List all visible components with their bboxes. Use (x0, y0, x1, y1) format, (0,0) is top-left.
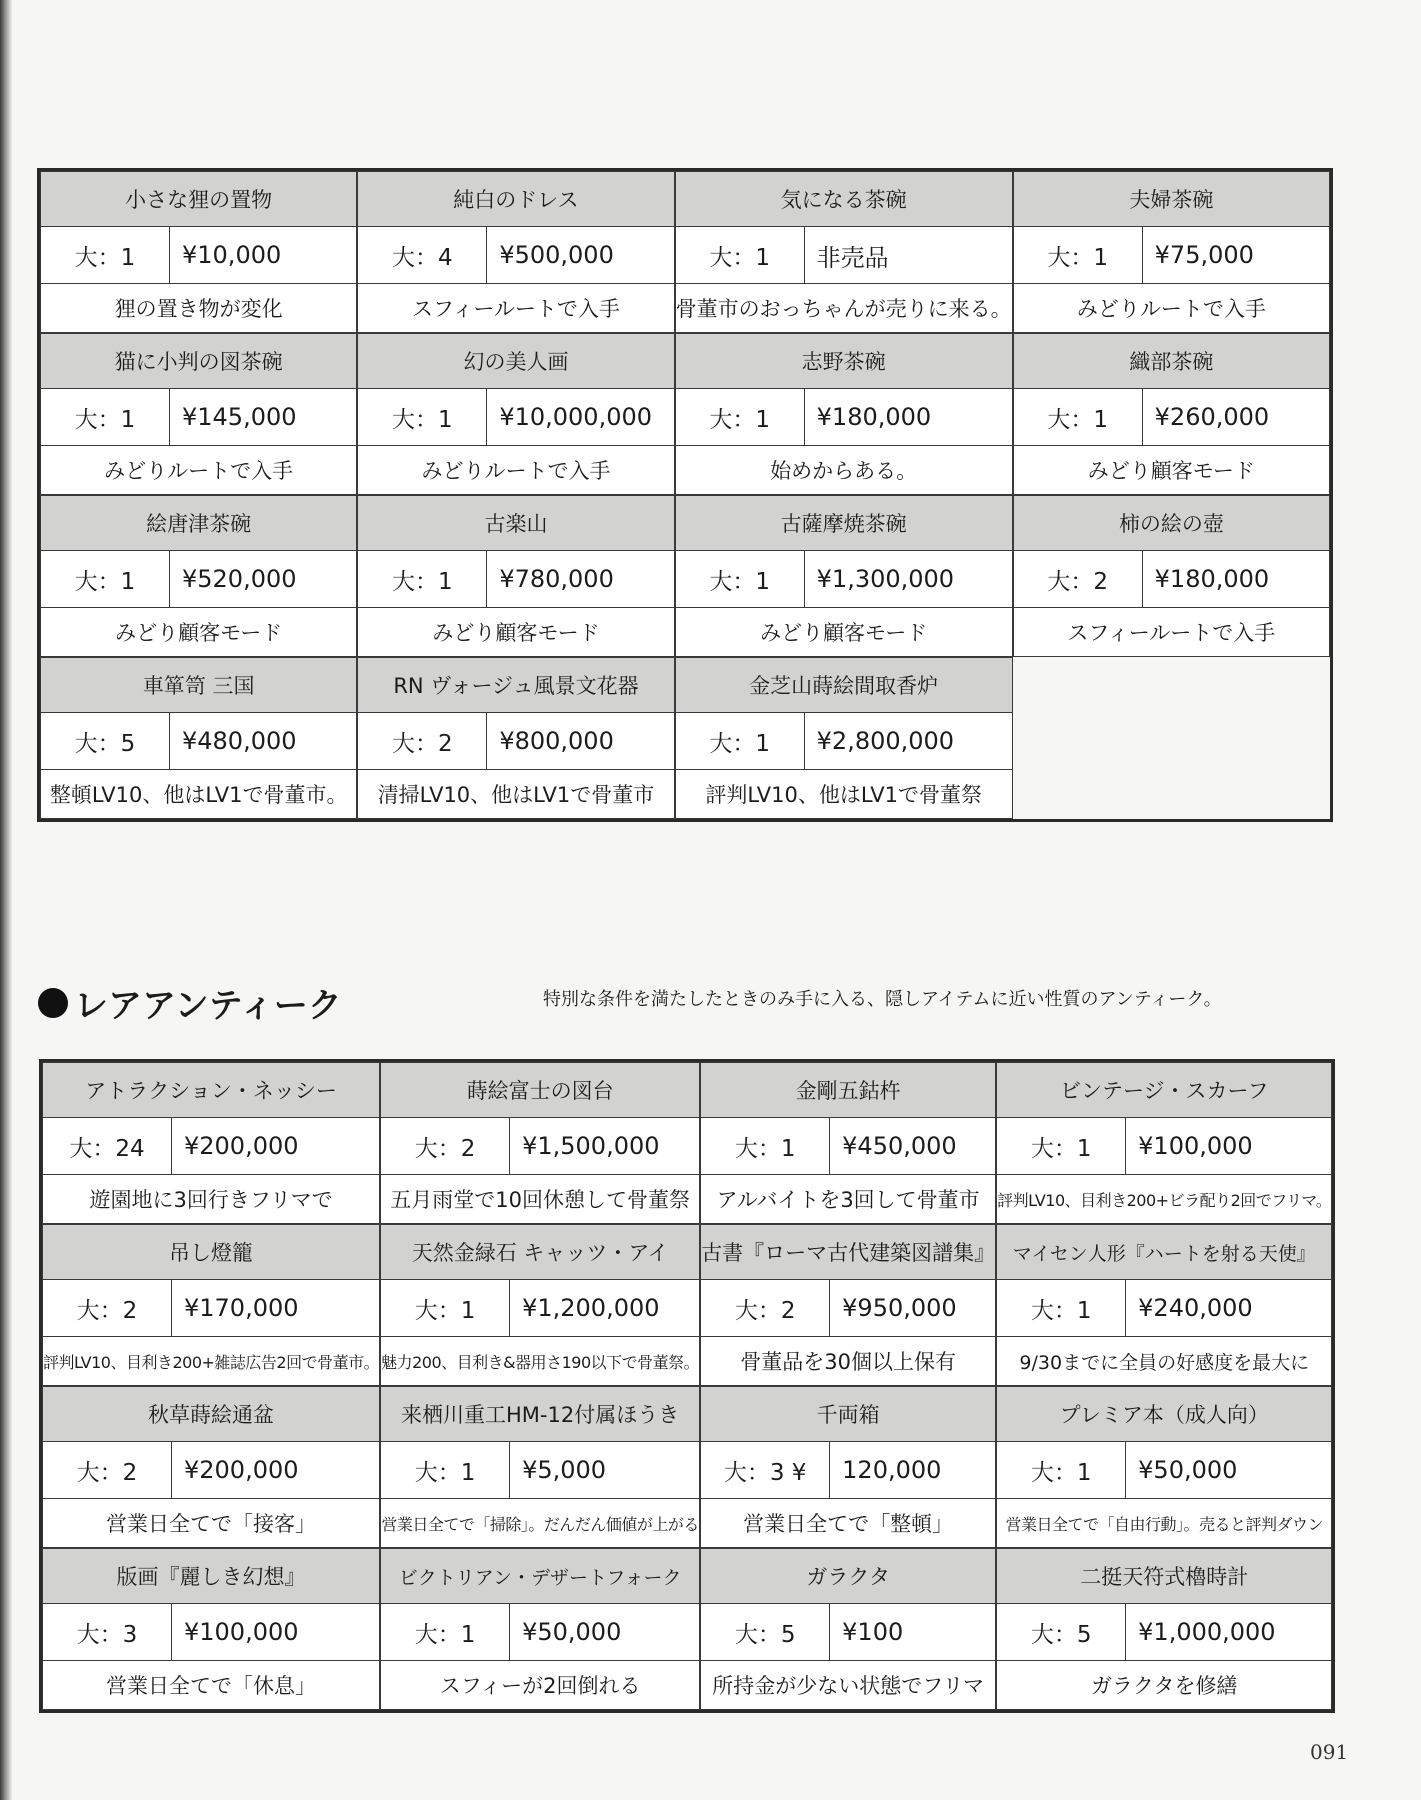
item-card (40, 171, 357, 333)
item-condition: 営業日全てで「掃除」。だんだん価値が上がる (381, 1499, 699, 1547)
item-size: 大：5 (41, 713, 170, 769)
item-condition: 整頓LV10、他はLV1で骨董市。 (41, 770, 356, 818)
item-name: 猫に小判の図茶碗 (41, 334, 356, 389)
rare-antique-table (39, 1059, 1335, 1713)
item-size: 大：2 (43, 1280, 172, 1336)
item-card (996, 1548, 1332, 1710)
item-card (675, 657, 1013, 819)
item-card (357, 333, 674, 495)
item-price: ¥780,000 (499, 565, 614, 593)
item-size: 大：1 (381, 1442, 510, 1498)
item-condition: 9/30までに全員の好感度を最大に (997, 1337, 1331, 1385)
item-condition: 評判LV10、目利き200+ビラ配り2回でフリマ。 (997, 1175, 1331, 1223)
item-condition: 評判LV10、目利き200+雑誌広告2回で骨董市。 (43, 1337, 379, 1385)
item-condition: ガラクタを修繕 (997, 1661, 1331, 1709)
item-card (42, 1386, 380, 1548)
item-size: 大：1 (381, 1280, 510, 1336)
item-name: アトラクション・ネッシー (43, 1063, 379, 1118)
item-name: 幻の美人画 (358, 334, 673, 389)
item-price: ¥1,500,000 (522, 1132, 660, 1160)
item-name: 秋草蒔絵通盆 (43, 1387, 379, 1442)
item-name: 金芝山蒔絵間取香炉 (676, 658, 1012, 713)
item-card (42, 1062, 380, 1224)
item-name: 純白のドレス (358, 172, 673, 227)
page-number: 091 (1310, 1740, 1349, 1764)
antique-table-top (37, 168, 1333, 822)
item-card (700, 1386, 996, 1548)
item-card (380, 1224, 700, 1386)
item-price: ¥2,800,000 (816, 727, 955, 755)
item-price: ¥480,000 (182, 727, 297, 755)
item-size: 大：1 (1014, 227, 1143, 283)
item-condition: 所持金が少ない状態でフリマ (701, 1661, 995, 1709)
item-price: ¥450,000 (842, 1132, 957, 1160)
item-price: ¥10,000,000 (499, 403, 653, 431)
item-name: 千両箱 (701, 1387, 995, 1442)
item-name: 柿の絵の壺 (1014, 496, 1329, 551)
item-size: 大：5 (701, 1604, 830, 1660)
item-condition: 評判LV10、他はLV1で骨董祭 (676, 770, 1012, 818)
item-price: ¥170,000 (184, 1294, 299, 1322)
item-price: ¥520,000 (182, 565, 297, 593)
item-size: 大：1 (997, 1280, 1126, 1336)
item-size: 大：2 (358, 713, 487, 769)
item-name: 志野茶碗 (676, 334, 1012, 389)
item-price: ¥800,000 (499, 727, 614, 755)
item-condition: みどりルートで入手 (1014, 284, 1329, 332)
page-binding-edge (0, 0, 12, 1800)
item-card (1013, 333, 1330, 495)
item-price: 120,000 (842, 1456, 942, 1484)
item-condition: 営業日全てで「自由行動」。売ると評判ダウン (997, 1499, 1331, 1547)
item-size: 大：2 (381, 1118, 510, 1174)
item-size: 大：3 (43, 1604, 172, 1660)
item-size: 大：1 (676, 551, 805, 607)
item-size: 大：2 (701, 1280, 830, 1336)
item-card (996, 1062, 1332, 1224)
item-condition: スフィーが2回倒れる (381, 1661, 699, 1709)
item-price: ¥200,000 (184, 1132, 299, 1160)
item-price: ¥100,000 (1138, 1132, 1253, 1160)
item-condition: 始めからある。 (676, 446, 1012, 494)
item-price: ¥75,000 (1154, 241, 1254, 269)
item-card (996, 1224, 1332, 1386)
item-card (357, 495, 674, 657)
section-description: 特別な条件を満たしたときのみ手に入る、隠しアイテムに近い性質のアンティーク。 (543, 989, 1222, 1010)
item-price: ¥950,000 (842, 1294, 957, 1322)
item-price: ¥180,000 (1154, 565, 1270, 593)
item-card (380, 1062, 700, 1224)
item-card (675, 495, 1013, 657)
item-size: 大：1 (997, 1118, 1126, 1174)
item-name: 二挺天符式櫓時計 (997, 1549, 1331, 1604)
item-card (1013, 171, 1330, 333)
item-size: 大：4 (358, 227, 487, 283)
item-size: 大：1 (676, 389, 805, 445)
item-name: 気になる茶碗 (676, 172, 1012, 227)
item-name: ビンテージ・スカーフ (997, 1063, 1331, 1118)
item-card (700, 1548, 996, 1710)
item-card (357, 171, 674, 333)
item-name: マイセン人形『ハートを射る天使』 (997, 1225, 1331, 1280)
item-size: 大：2 (43, 1442, 172, 1498)
item-size: 大：1 (358, 551, 487, 607)
item-price: ¥1,200,000 (522, 1294, 660, 1322)
item-size: 大：1 (41, 227, 170, 283)
item-price: ¥240,000 (1138, 1294, 1253, 1322)
item-price: 非売品 (816, 243, 889, 272)
item-price: ¥5,000 (522, 1456, 607, 1484)
item-condition: 営業日全てで「休息」 (43, 1661, 379, 1709)
item-size: 大：24 (43, 1118, 172, 1174)
item-condition: 営業日全てで「整頓」 (701, 1499, 995, 1547)
item-condition: スフィールートで入手 (1014, 608, 1329, 656)
item-price: ¥10,000 (182, 241, 282, 269)
item-condition: みどり顧客モード (358, 608, 673, 656)
item-price: ¥50,000 (522, 1618, 622, 1646)
item-condition: みどり顧客モード (41, 608, 356, 656)
item-name: 車箪笥 三国 (41, 658, 356, 713)
section-title (38, 978, 342, 1027)
item-name: 織部茶碗 (1014, 334, 1329, 389)
item-condition: 清掃LV10、他はLV1で骨董市 (358, 770, 673, 818)
item-name: 古薩摩焼茶碗 (676, 496, 1012, 551)
item-price: ¥145,000 (182, 403, 297, 431)
item-name: ガラクタ (701, 1549, 995, 1604)
item-card (357, 657, 674, 819)
bullet-icon (38, 988, 68, 1018)
item-name: 古書『ローマ古代建築図譜集』 (701, 1225, 995, 1280)
item-condition: スフィールートで入手 (358, 284, 673, 332)
item-name: 夫婦茶碗 (1014, 172, 1329, 227)
item-size: 大：5 (997, 1604, 1126, 1660)
item-size: 大：1 (701, 1118, 830, 1174)
item-name: 版画『麗しき幻想』 (43, 1549, 379, 1604)
item-condition: 営業日全てで「接客」 (43, 1499, 379, 1547)
item-name: 来栖川重工HM-12付属ほうき (381, 1387, 699, 1442)
item-condition: みどり顧客モード (676, 608, 1012, 656)
section-title-text: レアアンティーク (74, 986, 342, 1026)
item-name: 古楽山 (358, 496, 673, 551)
item-price: ¥100,000 (184, 1618, 299, 1646)
item-size: 大：3 ¥ (701, 1442, 830, 1498)
item-condition: 五月雨堂で10回休憩して骨董祭 (381, 1175, 699, 1223)
item-price: ¥1,300,000 (816, 565, 955, 593)
item-price: ¥260,000 (1154, 403, 1270, 431)
item-card (675, 171, 1013, 333)
item-name: 天然金緑石 キャッツ・アイ (381, 1225, 699, 1280)
item-card (40, 657, 357, 819)
item-condition: 魅力200、目利き&器用さ190以下で骨董祭。 (381, 1337, 699, 1385)
item-card (700, 1224, 996, 1386)
item-card (1013, 495, 1330, 657)
item-size: 大：1 (381, 1604, 510, 1660)
item-card (42, 1224, 380, 1386)
item-card (42, 1548, 380, 1710)
item-card (675, 333, 1013, 495)
item-name: 金剛五鈷杵 (701, 1063, 995, 1118)
item-size: 大：1 (676, 227, 805, 283)
item-size: 大：1 (997, 1442, 1126, 1498)
item-condition: 骨董品を30個以上保有 (701, 1337, 995, 1385)
item-price: ¥50,000 (1138, 1456, 1238, 1484)
item-name: プレミア本（成人向） (997, 1387, 1331, 1442)
item-name: 小さな狸の置物 (41, 172, 356, 227)
item-card (380, 1386, 700, 1548)
item-card (40, 333, 357, 495)
item-card (380, 1548, 700, 1710)
item-size: 大：1 (1014, 389, 1143, 445)
item-card (996, 1386, 1332, 1548)
item-size: 大：1 (41, 389, 170, 445)
item-size: 大：1 (358, 389, 487, 445)
item-name: RN ヴォージュ風景文花器 (358, 658, 673, 713)
item-price: ¥500,000 (499, 241, 614, 269)
item-card (700, 1062, 996, 1224)
item-card (40, 495, 357, 657)
item-price: ¥200,000 (184, 1456, 299, 1484)
item-name: 蒔絵富士の図台 (381, 1063, 699, 1118)
item-condition: みどりルートで入手 (41, 446, 356, 494)
item-condition: アルバイトを3回して骨董市 (701, 1175, 995, 1223)
item-condition: みどり顧客モード (1014, 446, 1329, 494)
item-name: 絵唐津茶碗 (41, 496, 356, 551)
item-name: 吊し燈籠 (43, 1225, 379, 1280)
item-condition: 骨董市のおっちゃんが売りに来る。 (676, 284, 1012, 332)
item-size: 大：2 (1014, 551, 1143, 607)
item-condition: みどりルートで入手 (358, 446, 673, 494)
item-size: 大：1 (41, 551, 170, 607)
item-price: ¥1,000,000 (1138, 1618, 1276, 1646)
item-condition: 狸の置き物が変化 (41, 284, 356, 332)
item-price: ¥100 (842, 1618, 904, 1646)
empty-cell (1013, 657, 1330, 819)
item-price: ¥180,000 (816, 403, 932, 431)
item-condition: 遊園地に3回行きフリマで (43, 1175, 379, 1223)
item-size: 大：1 (676, 713, 805, 769)
item-name: ビクトリアン・デザートフォーク (381, 1549, 699, 1604)
